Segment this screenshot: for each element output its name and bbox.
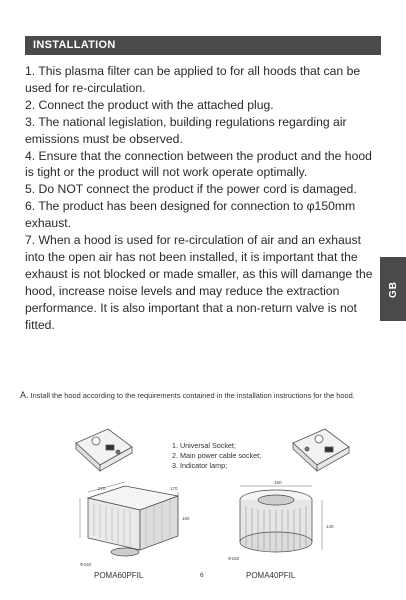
section-title: INSTALLATION: [33, 39, 116, 51]
language-tab: [380, 257, 406, 321]
section-header: [25, 36, 381, 55]
step-2: 2. Connect the product with the attached plug.: [25, 97, 274, 112]
step-3: 3. The national legislation, building regulations regarding air emissions must be observed.: [25, 114, 347, 146]
step-1: 1. This plasma filter can be applied to for all hoods that can be used for re-circulation.: [25, 64, 361, 95]
filter-right-drawing: [222, 480, 342, 570]
step-6: 6. The product has been designed for connection to φ150mm exhaust.: [25, 199, 356, 231]
legend-item-1: 1. Universal Socket;: [172, 441, 236, 450]
right-dim-height: 140: [326, 524, 334, 529]
left-dim-top: 270: [98, 486, 106, 491]
left-dim-bottom: Φ150: [80, 562, 92, 567]
page-number: 6: [200, 572, 204, 579]
left-dim-side: 170: [170, 486, 178, 491]
install-note: [20, 390, 385, 401]
model-label-right: POMA40PFIL: [246, 571, 296, 580]
right-dim-bottom: Φ150: [228, 556, 240, 561]
legend-item-2: 2. Main power cable socket;: [172, 451, 262, 460]
note-text: Install the hood according to the requirements contained in the installation instructions for the hood.: [30, 391, 355, 400]
right-dim-top: 160: [274, 480, 282, 485]
socket-panel-right-illustration: [285, 425, 355, 475]
language-tab-label: GB: [387, 280, 399, 298]
filter-left-drawing: [70, 480, 200, 570]
socket-panel-left-illustration: [68, 425, 138, 475]
step-7: 7. When a hood is used for re-circulation of air and an exhaust into the open air has not been installed, it is important that the exhaust is not blocked or made smaller, as this will damange the hood, increase noise levels and may reduce the extraction performance. It is also important that a non-return valve is not fitted.: [25, 233, 373, 332]
step-4: 4. Ensure that the connection between the product and the hood is tight or the product will not work operate optimally.: [25, 148, 372, 180]
left-dim-height: 160: [182, 516, 190, 521]
legend-item-3: 3. Indicator lamp;: [172, 461, 228, 470]
component-legend: [172, 441, 261, 471]
installation-steps: [25, 63, 383, 334]
model-label-left: POMA60PFIL: [94, 571, 144, 580]
step-5: 5. Do NOT connect the product if the power cord is damaged.: [25, 182, 357, 197]
note-letter: A.: [20, 390, 29, 400]
